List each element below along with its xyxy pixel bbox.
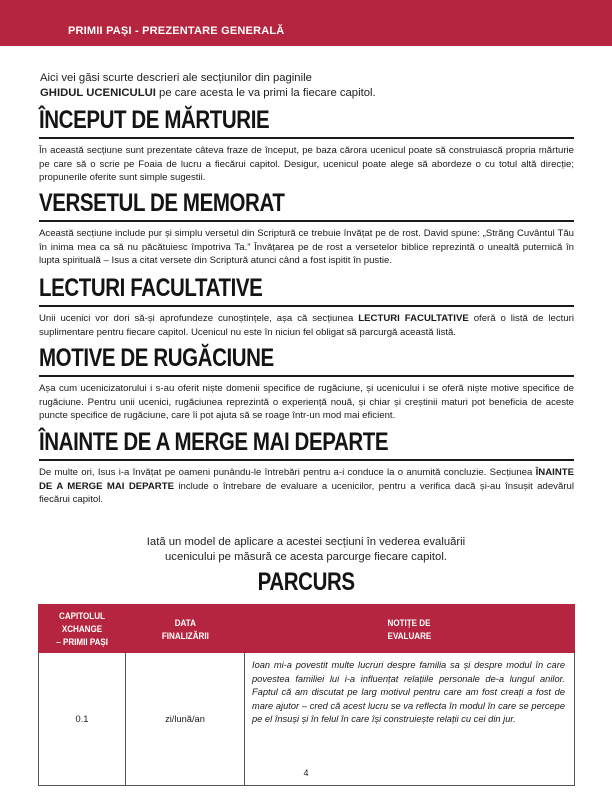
table-row bbox=[39, 653, 575, 786]
section-text bbox=[39, 312, 574, 339]
section-inceput-de-marturie bbox=[39, 107, 574, 185]
model-line-2: ucenicului pe măsură ce acesta parcurge fiecare capitol. bbox=[165, 551, 447, 563]
section-divider bbox=[39, 305, 574, 307]
section-text: Așa cum ucenicizatorului i s-au oferit niște domenii specifice de rugăciune, și ucenicului i se oferă niște motive specifice de rugăciune. Pentru unii ucenici, rugăciunea reprezintă o experiență nouă, și chiar și creștinii maturi pot beneficia de aceste puncte specifice de rugăciune, care îi pot ajuta să se roage într-un mod mai eficient. bbox=[39, 383, 574, 421]
parcurs-heading-wrap bbox=[0, 568, 612, 597]
header-bar bbox=[0, 0, 612, 46]
section-text-start: Unii ucenici vor dori să-și aprofundeze cunoștințele, așa că secțiunea bbox=[39, 313, 359, 324]
col-header-chapter-line2: – PRIMII PAȘI bbox=[56, 636, 108, 647]
header-title: PRIMII PAȘI - PREZENTARE GENERALĂ bbox=[68, 25, 285, 37]
section-divider bbox=[39, 459, 574, 461]
section-heading: ÎNAINTE DE A MERGE MAI DEPARTE bbox=[39, 428, 389, 456]
section-lecturi-facultative bbox=[39, 275, 574, 339]
model-line-1: Iată un model de aplicare a acestei secțiuni în vederea evaluării bbox=[146, 536, 466, 548]
parcurs-table bbox=[38, 604, 575, 786]
table-header-row bbox=[39, 605, 575, 653]
col-header-notes bbox=[245, 605, 575, 653]
section-divider bbox=[39, 137, 574, 139]
col-header-date-line1: DATA bbox=[174, 616, 196, 628]
section-heading: LECTURI FACULTATIVE bbox=[39, 274, 263, 302]
intro-bold-title: GHIDUL UCENICULUI bbox=[40, 86, 156, 99]
intro-line-2 bbox=[40, 86, 580, 101]
col-header-notes-line1: NOTIȚE DE bbox=[387, 616, 431, 628]
col-header-chapter-line1: CAPITOLUL XCHANGE bbox=[58, 610, 105, 634]
section-divider bbox=[39, 220, 574, 222]
section-text-start: De multe ori, Isus i-a învățat pe oameni punându-le întrebări pentru a-i conduce la o anumită concluzie. Secțiunea bbox=[39, 467, 536, 478]
section-text-bold: ÎNAINTE DE A MERGE MAI DEPARTE bbox=[39, 467, 574, 492]
section-text bbox=[39, 466, 574, 507]
section-heading: MOTIVE DE RUGĂCIUNE bbox=[39, 344, 274, 372]
col-header-notes-line2: EVALUARE bbox=[387, 629, 432, 641]
section-text: Această secțiune include pur și simplu versetul din Scriptură ce trebuie învățat pe de rost. David spune: „Străng Cuvântul Tău în inima mea ca să nu păcătuiesc împotriva Ta.” Învățarea pe de rost a versetelor biblice reprezintă o unealtă puternică în lupta spirituală – Isus a citat versete din Scriptură atunci când a fost ispitit în pustie. bbox=[39, 228, 574, 266]
section-text-end: include o întrebare de evaluare a ucenicilor, pentru a verifica dacă și-au însușit adevărul fiecărui capitol. bbox=[39, 480, 574, 505]
section-heading: ÎNCEPUT DE MĂRTURIE bbox=[39, 106, 270, 134]
model-intro bbox=[60, 535, 552, 565]
cell-notes: Ioan mi-a povestit multe lucruri despre familia sa și despre modul în care povestea familiei lui i-a influențat relațiile personale de-a lungul anilor. Faptul că am discutat pe larg motivul pentru care am fost creați a fost de mare ajutor – cred că acest lucru se va reflecta în modul în care se percepe pe el însuși și în felul în care își construiește relații cu cei din jur. bbox=[245, 653, 575, 786]
cell-date: zi/lună/an bbox=[126, 653, 245, 786]
parcurs-title: PARCURS bbox=[257, 568, 355, 596]
section-text-end: oferă o listă de lecturi suplimentare pentru fiecare capitol. Ucenicul nu este în niciun fel obligat să parcurgă această listă. bbox=[39, 313, 574, 338]
page-number: 4 bbox=[303, 768, 309, 778]
section-versetul-de-memorat bbox=[39, 190, 574, 268]
section-text: În această secțiune sunt prezentate câteva fraze de început, pe baza cărora ucenicul poate să construiască propria mărturie pe care să o scrie pe Foaia de lucru a fiecărui capitol. Desigur, ucenicul poate alege să abordeze o cu totul altă direcție; propunerile oferite sunt simple sugestii. bbox=[39, 145, 574, 183]
col-header-date bbox=[126, 605, 245, 653]
intro-line-1: Aici vei găsi scurte descrieri ale secțiunilor din paginile bbox=[40, 72, 312, 84]
col-header-chapter bbox=[39, 605, 126, 653]
section-text-bold: LECTURI FACULTATIVE bbox=[358, 313, 469, 324]
section-divider bbox=[39, 375, 574, 377]
intro-line-2-rest: pe care acesta le va primi la fiecare capitol. bbox=[155, 86, 376, 99]
section-motive-de-rugaciune bbox=[39, 345, 574, 423]
section-heading: VERSETUL DE MEMORAT bbox=[39, 189, 285, 217]
col-header-date-line2: FINALIZĂRII bbox=[161, 629, 209, 641]
cell-chapter: 0.1 bbox=[39, 653, 126, 786]
section-inainte-de-a-merge bbox=[39, 429, 574, 507]
intro-text bbox=[40, 71, 580, 100]
